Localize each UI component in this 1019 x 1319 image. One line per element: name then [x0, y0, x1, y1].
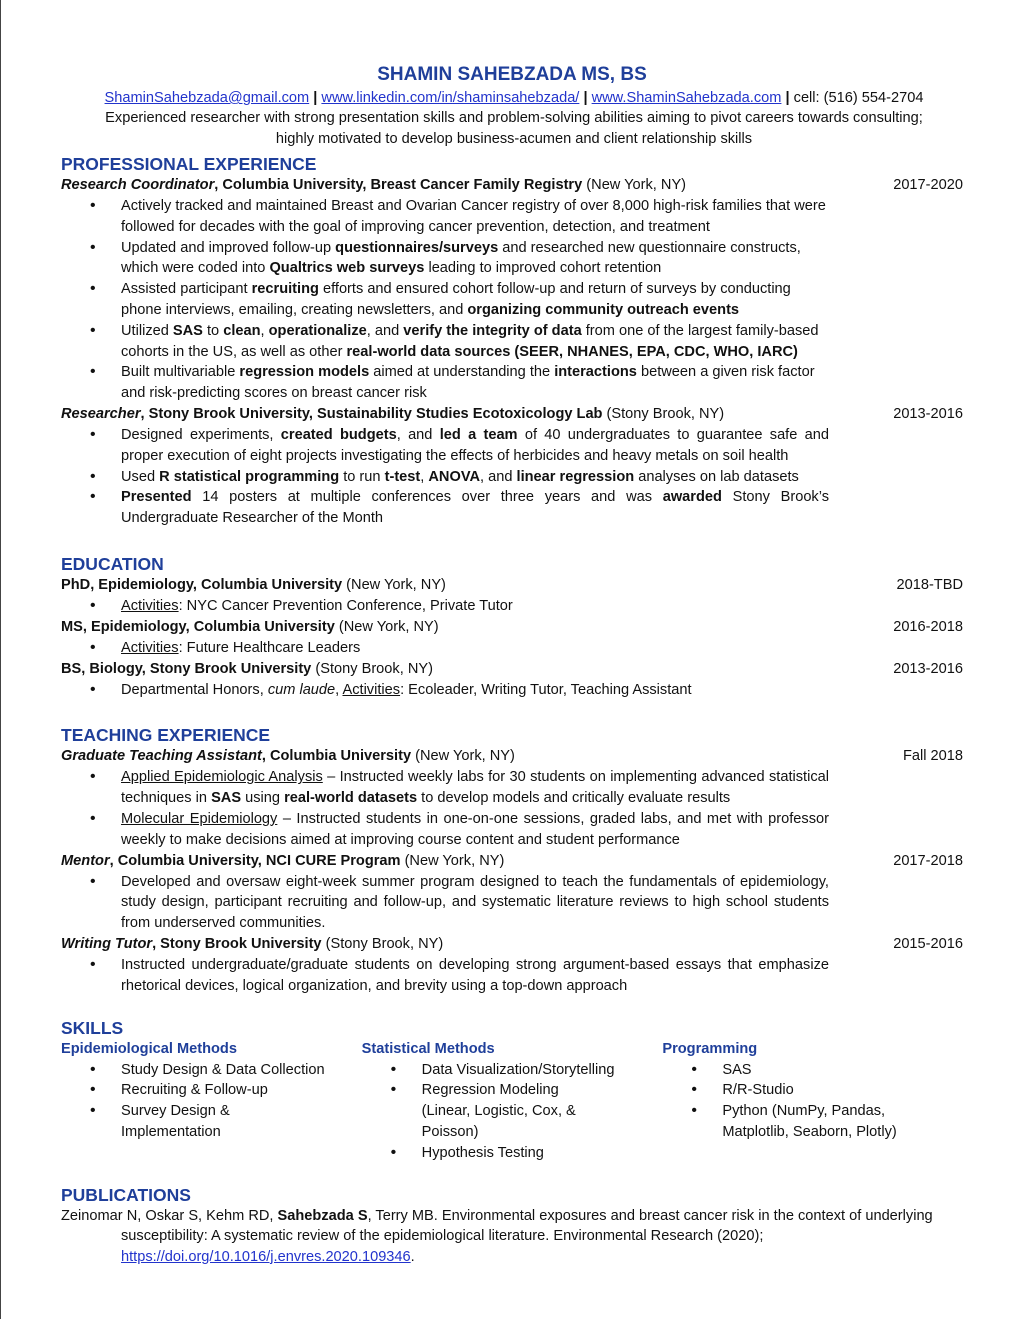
skill-item: • Survey Design & Implementation [61, 1101, 241, 1143]
keyword: real-world data sources (SEER, NHANES, EPA, CDC, WHO, IARC) [346, 343, 798, 360]
summary-line: Experienced researcher with strong presentation skills and problem-solving abilities aiming to pivot careers towards consulting; [105, 110, 923, 126]
bullet-item [61, 680, 829, 701]
keyword: R statistical programming [159, 468, 340, 485]
skill-item: • Recruiting & Follow-up [61, 1080, 341, 1101]
bullet-text: and researched new questionnaire constructs, which were coded into [121, 239, 801, 277]
keyword: clean [223, 322, 261, 339]
bullet-list [61, 638, 963, 659]
bullet-list [61, 872, 963, 934]
bullet-item [61, 638, 829, 659]
role-title: Graduate Teaching Assistant [61, 748, 262, 765]
bullet-text: to [202, 322, 224, 339]
honor: cum laude [267, 681, 336, 698]
website-link[interactable]: www.ShaminSahebzada.com [591, 90, 782, 106]
activities-label: Activities [342, 681, 401, 698]
degree: MS, Epidemiology, Columbia University [61, 618, 335, 635]
separator: | [785, 90, 790, 106]
bullet-text: from one of the largest family-based cohorts in the US, as well as other [121, 322, 819, 360]
bullet-text: , [260, 322, 269, 339]
role-org: , Stony Brook University [152, 935, 322, 952]
degree-heading [61, 617, 963, 638]
keyword: linear regression [516, 468, 635, 485]
bullet-text: analyses on lab datasets [634, 468, 799, 485]
bullet-item [61, 321, 829, 363]
keyword: operationalize [268, 322, 367, 339]
bullet-item [61, 279, 829, 321]
skill-item: • Python (NumPy, Pandas, Matplotlib, Seaborn, Plotly) [662, 1101, 912, 1143]
contact-line [51, 88, 977, 108]
bullet-text: 14 posters at multiple conferences over three years and was [191, 489, 663, 506]
email-link[interactable]: ShaminSahebzada@gmail.com [104, 90, 310, 106]
role-org: , Columbia University, NCI CURE Program [109, 852, 401, 869]
role-title: Writing Tutor [61, 935, 153, 952]
role-date: 2017-2018 [893, 852, 963, 869]
role-org: , Columbia University, Breast Cancer Family Registry [214, 177, 583, 193]
publication-text: , Terry MB. Environmental exposures and breast cancer risk in the context of underlying susceptibility: A systematic review of the epidemiological literature. Environmental Research (2020); [121, 1207, 933, 1244]
keyword: regression models [239, 364, 370, 381]
bullet-item [61, 596, 829, 617]
resume-page [61, 62, 963, 1267]
publication-text: Zeinomar N, Oskar S, Kehm RD, [61, 1207, 278, 1224]
bullet-text: , [420, 468, 429, 485]
activities-label: Activities [121, 597, 179, 614]
keyword: awarded [662, 489, 722, 506]
bullet-item [61, 487, 829, 529]
skills-column [61, 1039, 362, 1164]
role-title: Mentor [61, 852, 110, 869]
bullet-list [61, 767, 963, 850]
skills-column-heading: Programming [662, 1040, 758, 1057]
role-location: (New York, NY) [411, 748, 515, 765]
keyword: recruiting [251, 281, 319, 298]
summary-line: highly motivated to develop business-acumen and client relationship skills [275, 130, 753, 147]
bullet-text: to develop models and critically evaluate results [417, 790, 731, 807]
skills-column [362, 1039, 663, 1164]
page-edge-line [0, 0, 1, 1319]
role-heading [61, 851, 963, 872]
bullet-list [362, 1060, 663, 1164]
doi-link[interactable]: https://doi.org/10.1016/j.envres.2020.109346 [121, 1248, 411, 1265]
skill-item: • R/R-Studio [662, 1080, 942, 1101]
bullet-text: Used [121, 468, 160, 485]
keyword: questionnaires/surveys [335, 239, 499, 256]
role-heading [61, 934, 963, 955]
bullet-item [61, 362, 829, 404]
keyword: interactions [554, 364, 637, 381]
bullet-text: Built multivariable [121, 364, 240, 381]
role-date: 2013-2016 [893, 405, 963, 422]
bullet-text: Stony Brook’s Undergraduate Researcher of the Month [121, 489, 830, 527]
bullet-text: Actively tracked and maintained Breast and Ovarian Cancer registry of over 8,000 high-risk families that were followed for decades with the goal of improving cancer prevention, detection, and treatment [121, 198, 826, 235]
bullet-text: Utilized [121, 322, 173, 339]
role-heading [61, 746, 963, 767]
degree: BS, Biology, Stony Brook University [61, 660, 312, 677]
role-heading [61, 175, 963, 196]
highlighted-author: Sahebzada S [277, 1207, 368, 1224]
publication-text: . [410, 1248, 415, 1265]
bullet-text: aimed at understanding the [369, 364, 555, 381]
bullet-text: , [335, 681, 343, 698]
bullet-text: to run [339, 468, 385, 485]
bullet-text: Updated and improved follow-up [121, 239, 336, 256]
role-title: Research Coordinator [61, 177, 215, 193]
role-location: (Stony Brook, NY) [602, 405, 725, 422]
section-title-publications: PUBLICATIONS [61, 1184, 191, 1205]
keyword: Presented [121, 489, 192, 506]
keyword: organizing community outreach events [467, 301, 740, 318]
bullet-text: of 40 undergraduates to guarantee safe and proper execution of eight projects investigating the effects of herbicides and heavy metals on soil health [121, 426, 829, 464]
skill-item: • Study Design & Data Collection [61, 1060, 341, 1081]
degree-heading [61, 659, 963, 680]
degree-date: 2018-TBD [896, 576, 963, 593]
bullet-text: Assisted participant [121, 281, 252, 298]
section-title-experience: PROFESSIONAL EXPERIENCE [61, 154, 317, 174]
linkedin-link[interactable]: www.linkedin.com/in/shaminsahebzada/ [321, 90, 580, 106]
bullet-item [61, 196, 829, 238]
keyword: SAS [211, 790, 242, 807]
role-location: (Stony Brook, NY) [321, 935, 444, 952]
role-date: 2017-2020 [893, 177, 963, 193]
bullet-text: : Ecoleader, Writing Tutor, Teaching Assistant [400, 681, 692, 698]
bullet-text: , and [366, 322, 404, 339]
skill-item: • Hypothesis Testing [362, 1143, 642, 1164]
keyword: Qualtrics web surveys [269, 260, 425, 277]
bullet-item [61, 238, 829, 280]
separator: | [313, 90, 318, 106]
bullet-list [61, 1060, 362, 1143]
bullet-text: – Instructed weekly labs for 30 students on implementing advanced statistical techniques in [121, 769, 829, 807]
bullet-text: between a given risk factor and risk-predicting scores on breast cancer risk [121, 364, 815, 402]
bullet-item [61, 809, 829, 851]
skills-column [662, 1039, 963, 1164]
bullet-item [61, 467, 829, 488]
bullet-item [61, 767, 829, 809]
bullet-text: Developed and oversaw eight-week summer program designed to teach the fundamentals of epidemiology, study design, participant recruiting and follow-up, and systematic literature reviews to high school students from underserved communities. [121, 873, 829, 932]
role-date: 2015-2016 [893, 935, 963, 952]
keyword: ANOVA [428, 468, 481, 485]
role-org: , Stony Brook University, Sustainability Studies Ecotoxicology Lab [140, 405, 603, 422]
section-title-teaching: TEACHING EXPERIENCE [61, 725, 271, 746]
bullet-text: , and [396, 426, 440, 443]
summary [51, 108, 977, 149]
role-location: (New York, NY) [582, 177, 687, 193]
skill-item: • Regression Modeling (Linear, Logistic, Cox, & Poisson) [362, 1080, 594, 1142]
bullet-text: , and [480, 468, 517, 485]
degree-location: (Stony Brook, NY) [311, 660, 433, 677]
bullet-list [61, 680, 963, 701]
separator: | [583, 90, 588, 106]
bullet-text: leading to improved cohort retention [424, 260, 662, 277]
bullet-text: Instructed undergraduate/graduate students on developing strong argument-based essays that emphasize rhetorical devices, logical organization, and brevity using a top-down approach [121, 956, 829, 994]
role-location: (New York, NY) [400, 852, 505, 869]
degree: PhD, Epidemiology, Columbia University [61, 576, 343, 593]
role-title: Researcher [61, 405, 141, 422]
course-name: Molecular Epidemiology [121, 810, 278, 827]
bullet-item [61, 872, 829, 934]
bullet-list [662, 1060, 963, 1143]
role-org: , Columbia University [261, 748, 412, 765]
skills-column-heading: Statistical Methods [361, 1040, 495, 1057]
bullet-list [61, 596, 963, 617]
role-date: Fall 2018 [902, 748, 963, 765]
keyword: real-world datasets [284, 790, 418, 807]
bullet-list [61, 425, 963, 529]
keyword: t-test [384, 468, 421, 485]
section-title-education: EDUCATION [61, 553, 164, 574]
bullet-text: : Future Healthcare Leaders [178, 639, 361, 656]
keyword: SAS [172, 322, 203, 339]
degree-date: 2016-2018 [893, 618, 963, 635]
bullet-text: using [241, 790, 285, 807]
keyword: led a team [439, 426, 518, 443]
degree-date: 2013-2016 [893, 660, 963, 677]
skill-item: • SAS [662, 1060, 942, 1081]
bullet-item [61, 955, 829, 997]
degree-location: (New York, NY) [334, 618, 439, 635]
degree-location: (New York, NY) [342, 576, 446, 593]
bullet-list [61, 955, 963, 997]
keyword: verify the integrity of data [403, 322, 582, 339]
bullet-item [61, 425, 829, 467]
bullet-text: Designed experiments, [121, 426, 281, 443]
skills-column-heading: Epidemiological Methods [61, 1040, 237, 1057]
role-heading [61, 404, 963, 425]
section-title-skills: SKILLS [61, 1017, 124, 1038]
candidate-name: SHAMIN SAHEBZADA MS, BS [377, 64, 647, 85]
skills-grid [61, 1039, 963, 1164]
bullet-text: : NYC Cancer Prevention Conference, Private Tutor [178, 597, 513, 614]
course-name: Applied Epidemiologic Analysis [121, 769, 323, 786]
bullet-list [61, 196, 963, 404]
bullet-text: – Instructed students in one-on-one sessions, graded labs, and met with professor weekly to make decisions aimed at improving course content and student performance [121, 810, 829, 848]
bullet-text: efforts and ensured cohort follow-up and return of surveys by conducting phone interviews, emailing, creating newsletters, and [121, 281, 791, 318]
bullet-text: Departmental Honors, [121, 681, 268, 698]
cell-phone: cell: (516) 554-2704 [793, 90, 924, 106]
activities-label: Activities [121, 639, 179, 656]
skill-item: • Data Visualization/Storytelling [362, 1060, 642, 1081]
degree-heading [61, 575, 963, 596]
keyword: created budgets [280, 426, 397, 443]
publication-entry [61, 1206, 963, 1268]
